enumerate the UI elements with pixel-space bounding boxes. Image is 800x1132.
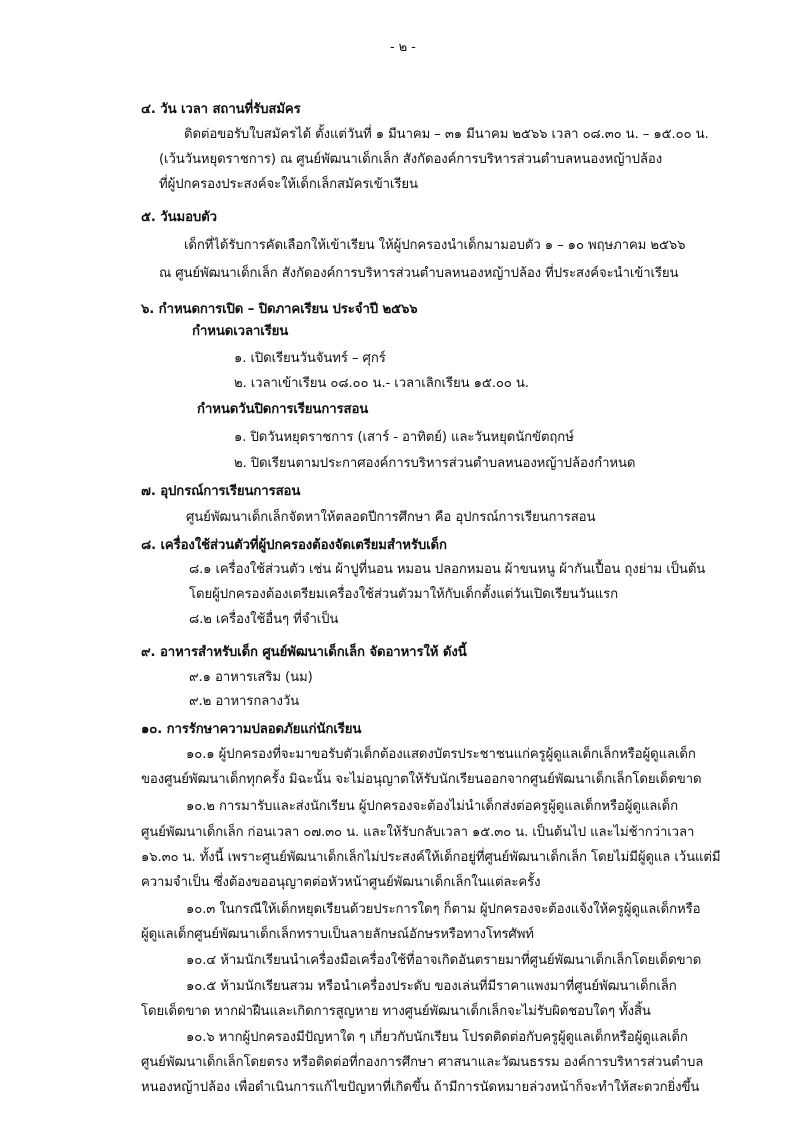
section-8-line: โดยผู้ปกครองต้องเตรียมเครื่องใช้ส่วนตัวมาให้กับเด็กตั้งแต่วันเปิดเรียนวันแรก (189, 587, 619, 602)
section-7-title: ๗. อุปกรณ์การเรียนการสอน (141, 484, 301, 499)
section-10-line: โดยเด็ดขาด หากฝ่าฝืนและเกิดการสูญหาย ทางศูนย์พัฒนาเด็กเล็กจะไม่รับผิดชอบใดๆ ทั้งสิ้น (141, 1004, 651, 1019)
section-9-item: ๙.๒ อาหารกลางวัน (189, 694, 300, 709)
section-10-line: ๑๐.๓ ในกรณีให้เด็กหยุดเรียนด้วยประการใดๆ ก็ตาม ผู้ปกครองจะต้องแจ้งให้ครูผู้ดูแลเด็กหรือ (186, 902, 701, 917)
section-5-title: ๕. วันมอบตัว (141, 210, 217, 225)
section-10-line: ความจำเป็น ซึ่งต้องขออนุญาตต่อหัวหน้าศูนย์พัฒนาเด็กเล็กในแต่ละครั้ง (141, 875, 541, 890)
section-6-subheading: กำหนดวันปิดการเรียนการสอน (197, 402, 369, 417)
section-6-item: ๒. เวลาเข้าเรียน ๐๘.๐๐ น.- เวลาเลิกเรียน ๑๕.๐๐ น. (234, 376, 529, 391)
section-10-line: ๑๐.๕ ห้ามนักเรียนสวม หรือนำเครื่องประดับ ของเล่นที่มีราคาแพงมาที่ศูนย์พัฒนาเด็กเล็ก (186, 979, 677, 994)
section-8-title: ๘. เครื่องใช้ส่วนตัวที่ผู้ปกครองต้องจัดเตรียมสำหรับเด็ก (141, 538, 447, 553)
section-7-line: ศูนย์พัฒนาเด็กเล็กจัดหาให้ตลอดปีการศึกษา คือ อุปกรณ์การเรียนการสอน (186, 510, 596, 525)
section-6-item: ๑. เปิดเรียนวันจันทร์ – ศุกร์ (234, 351, 386, 366)
section-5-line: ณ ศูนย์พัฒนาเด็กเล็ก สังกัดองค์การบริหารส่วนตำบลหนองหญ้าปล้อง ที่ประสงค์จะนำเข้าเรียน (159, 266, 679, 281)
section-10-line: ๑๐.๑ ผู้ปกครองที่จะมาขอรับตัวเด็กต้องแสดงบัตรประชาชนแก่ครูผู้ดูแลเด็กเล็กหรือผู้ดูแลเด็ก (186, 747, 696, 762)
section-10-line: ๑๖.๓๐ น. ทั้งนี้ เพราะศูนย์พัฒนาเด็กเล็กไม่ประสงค์ให้เด็กอยู่ที่ศูนย์พัฒนาเด็กเล็ก โดยไม่มีผู้ดูแล เว้นแต่มี (141, 850, 721, 865)
section-4-title: ๔. วัน เวลา สถานที่รับสมัคร (141, 102, 301, 117)
section-10-line: ๑๐.๒ การมารับและส่งนักเรียน ผู้ปกครองจะต้องไม่นำเด็กส่งต่อครูผู้ดูแลเด็กหรือผู้ดูแลเด็ก (186, 799, 679, 814)
section-10-line: ศูนย์พัฒนาเด็กเล็ก ก่อนเวลา ๐๗.๓๐ น. และให้รับกลับเวลา ๑๕.๓๐ น. เป็นต้นไป และไม่ช้ากว่าเวลา (141, 825, 695, 840)
section-4-line: (เว้นวันหยุดราชการ) ณ ศูนย์พัฒนาเด็กเล็ก สังกัดองค์การบริหารส่วนตำบลหนองหญ้าปล้อง (159, 152, 663, 167)
section-4-line: ติดต่อขอรับใบสมัครได้ ตั้งแต่วันที่ ๑ มีนาคม – ๓๑ มีนาคม ๒๕๖๖ เวลา ๐๘.๓๐ น. – ๑๕.๐๐ น. (184, 127, 709, 142)
section-9-item: ๙.๑ อาหารเสริม (นม) (189, 670, 313, 685)
section-6-title: ๖. กำหนดการเปิด – ปิดภาคเรียน ประจำปี ๒๕๖๖ (141, 302, 418, 317)
section-6-item: ๑. ปิดวันหยุดราชการ (เสาร์ - อาทิตย์) และวันหยุดนักขัตฤกษ์ (234, 430, 574, 445)
section-9-title: ๙. อาหารสำหรับเด็ก ศูนย์พัฒนาเด็กเล็ก จัดอาหารให้ ดังนี้ (141, 645, 467, 660)
section-6-subheading: กำหนดเวลาเรียน (192, 324, 289, 339)
section-10-title: ๑๐. การรักษาความปลอดภัยแก่นักเรียน (141, 722, 362, 737)
section-6-item: ๒. ปิดเรียนตามประกาศองค์การบริหารส่วนตำบลหนองหญ้าปล้องกำหนด (234, 456, 636, 471)
section-10-line: ๑๐.๔ ห้ามนักเรียนนำเครื่องมือเครื่องใช้ที่อาจเกิดอันตรายมาที่ศูนย์พัฒนาเด็กเล็กโดยเด็ดขาด (186, 953, 702, 968)
section-10-line: หนองหญ้าปล้อง เพื่อดำเนินการแก้ไขปัญหาที่เกิดขึ้น ถ้ามีการนัดหมายล่วงหน้าก็จะทำให้สะดวกยิ่งขึ้น (141, 1080, 700, 1095)
section-10-line: ของศูนย์พัฒนาเด็กทุกครั้ง มิฉะนั้น จะไม่อนุญาตให้รับนักเรียนออกจากศูนย์พัฒนาเด็กเล็กโดยเด็ดขาด (141, 772, 702, 787)
section-10-line: ศูนย์พัฒนาเด็กเล็กโดยตรง หรือติดต่อที่กองการศึกษา ศาสนาและวัฒนธรรม องค์การบริหารส่วนตำบล (141, 1055, 704, 1070)
section-10-line: ผู้ดูแลเด็กศูนย์พัฒนาเด็กเล็กทราบเป็นลายลักษณ์อักษรหรือทางโทรศัพท์ (141, 927, 534, 942)
section-5-line: เด็กที่ได้รับการคัดเลือกให้เข้าเรียน ให้ผู้ปกครองนำเด็กมามอบตัว ๑ – ๑๐ พฤษภาคม ๒๕๖๖ (184, 238, 686, 253)
section-10-line: ๑๐.๖ หากผู้ปกครองมีปัญหาใด ๆ เกี่ยวกับนักเรียน โปรดติดต่อกับครูผู้ดูแลเด็กหรือผู้ดูแลเด็ก (186, 1030, 688, 1045)
section-4-line: ที่ผู้ปกครองประสงค์จะให้เด็กเล็กสมัครเข้าเรียน (159, 177, 418, 192)
page-number: - ๒ - (390, 40, 416, 55)
section-8-line: ๘.๑ เครื่องใช้ส่วนตัว เช่น ผ้าปูที่นอน หมอน ปลอกหมอน ผ้าขนหนู ผ้ากันเปื้อน ถุงย่าม เป็นต้น (189, 562, 706, 577)
section-8-line: ๘.๒ เครื่องใช้อื่นๆ ที่จำเป็น (189, 612, 339, 627)
